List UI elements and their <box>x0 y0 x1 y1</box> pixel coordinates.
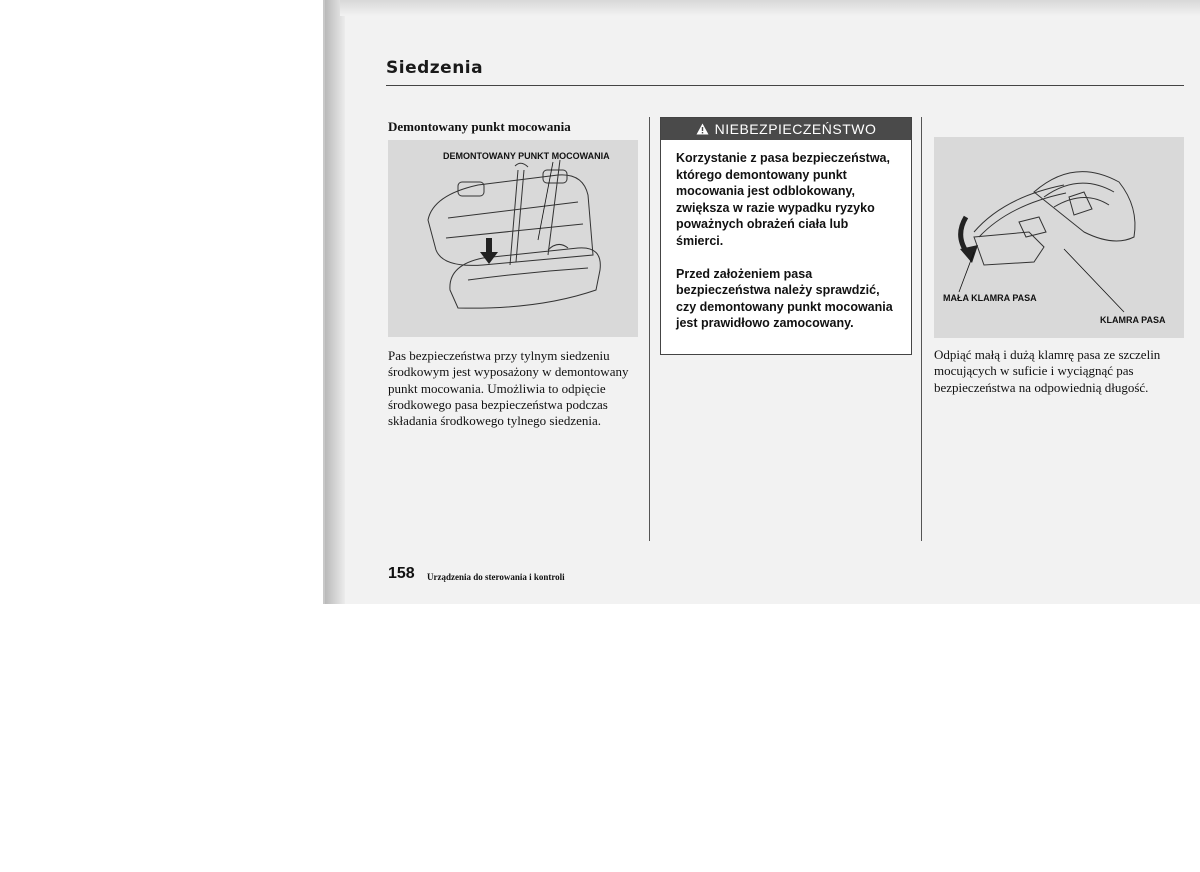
right-paragraph: Odpiąć małą i dużą klamrę pasa ze szczelin mocujących w suficie i wyciągnąć pas bezpieczeństwa na odpowiednią długość. <box>934 347 1161 395</box>
section-title: Siedzenia <box>386 58 484 78</box>
warning-paragraph-1: Korzystanie z pasa bezpieczeństwa, którego demontowany punkt mocowania jest odblokowany, zwiększa w razie wypadku ryzyko poważnych obrażeń ciała lub śmierci. <box>676 151 890 248</box>
page-number: 158 <box>388 565 415 582</box>
rear-seat-illustration <box>388 140 638 337</box>
column-divider-right <box>921 117 922 541</box>
warning-triangle-icon <box>696 123 709 135</box>
rear-seat-figure <box>388 140 638 337</box>
column-divider-left <box>649 117 650 541</box>
left-paragraph: Pas bezpieczeństwa przy tylnym siedzeniu środkowym jest wyposażony w demontowany punkt mocowania. Umożliwia to odpięcie środkowego pasa bezpieczeństwa podczas składania środkowego tylnego siedzenia. <box>388 348 629 429</box>
warning-paragraph-2: Przed założeniem pasa bezpieczeństwa należy sprawdzić, czy demontowany punkt mocowania jest prawidłowo zamocowany. <box>676 266 893 331</box>
figure-label-mounting-point: DEMONTOWANY PUNKT MOCOWANIA <box>443 151 610 161</box>
warning-box <box>660 117 912 355</box>
warning-header <box>661 118 911 140</box>
ceiling-buckle-figure <box>934 137 1184 338</box>
ceiling-buckle-illustration <box>934 137 1184 338</box>
figure-label-buckle: KLAMRA PASA <box>1100 315 1166 325</box>
warning-body <box>661 140 911 332</box>
chapter-title: Urządzenia do sterowania i kontroli <box>427 572 565 582</box>
subheading: Demontowany punkt mocowania <box>388 119 571 134</box>
warning-title: NIEBEZPIECZEŃSTWO <box>714 121 877 137</box>
figure-label-small-buckle: MAŁA KLAMRA PASA <box>943 293 1037 303</box>
title-rule <box>386 85 1184 86</box>
page-top-shadow <box>340 0 1200 16</box>
